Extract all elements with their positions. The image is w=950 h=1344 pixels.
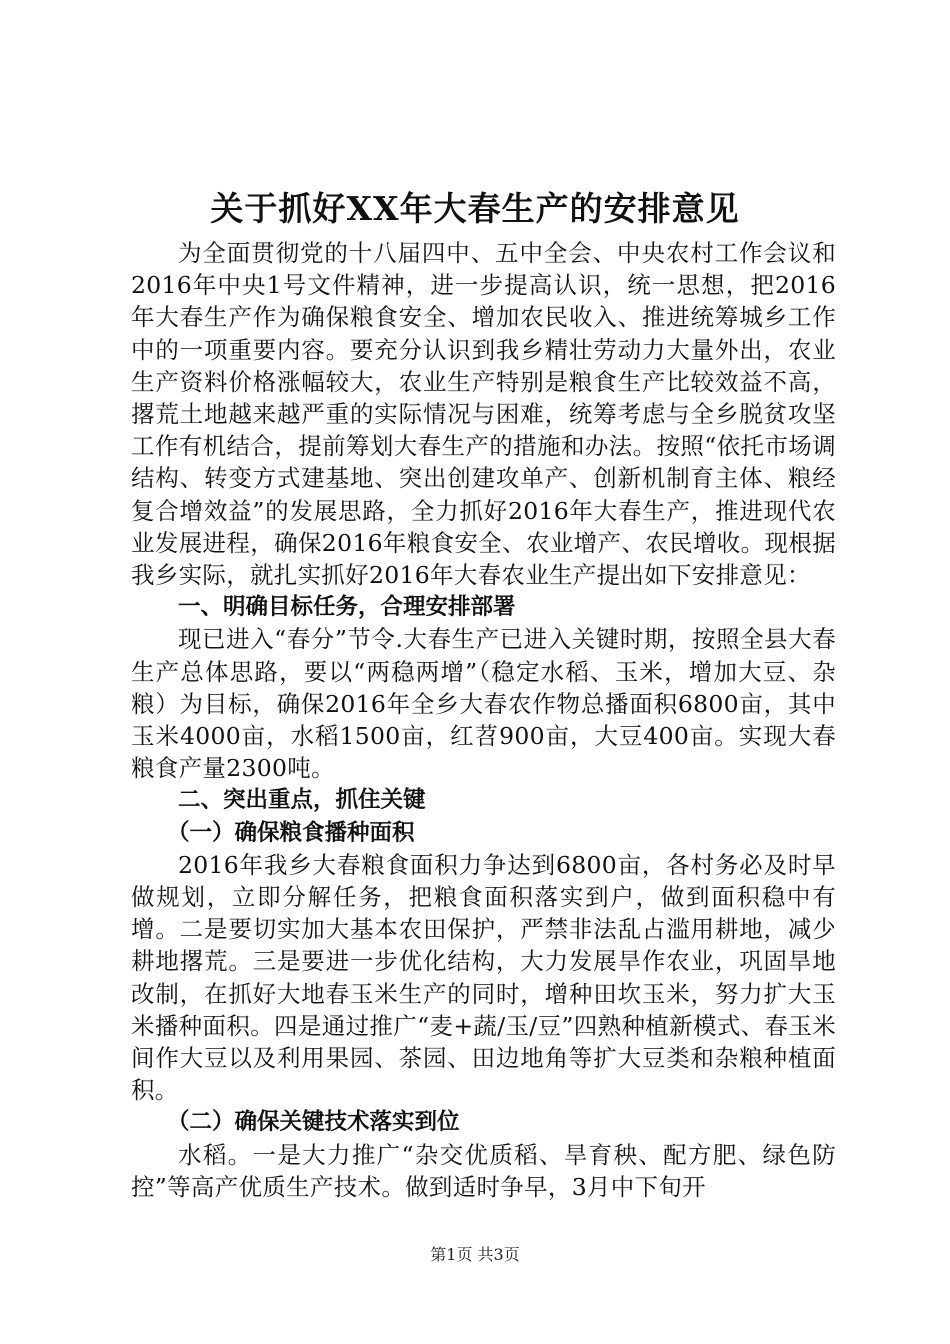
section-1-paragraph: 现已进入“春分”节令.大春生产已进入关键时期，按照全县大春生产总体思路，要以“两稳两增”（稳定水稻、玉米，增加大豆、杂粮）为目标，确保2016年全乡大春农作物总播面积6800亩，其中玉米4000亩，水稻1500亩，红苕900亩，大豆400亩。实现大春粮食产量2300吨。 [131,625,836,783]
subsection-1-paragraph: 2016年我乡大春粮食面积力争达到6800亩，各村务必及时早做规划，立即分解任务，把粮食面积落实到户，做到面积稳中有增。二是要切实加大基本农田保护，严禁非法乱占滥用耕地，减少耕地撂荒。三是要进一步优化结构，大力发展旱作农业，巩固旱地改制，在抓好大地春玉米生产的同时，增种田坎玉米，努力扩大玉米播种面积。四是通过推广“麦+蔬/玉/豆”四熟种植新模式、春玉米间作大豆以及利用果园、茶园、田边地角等扩大豆类和杂粮种植面积。 [131,850,836,1105]
page-number-footer: 第1页 共3页 [430,1245,520,1264]
subsection-heading-1: （一）确保粮食播种面积 [167,819,415,846]
subsection-heading-2: （二）确保关键技术落实到位 [167,1109,460,1136]
subsection-2-paragraph: 水稻。一是大力推广“杂交优质稻、旱育秧、配方肥、绿色防控”等高产优质生产技术。做到适时争早，3月中下旬开 [131,1140,836,1201]
section-heading-2: 二、突出重点，抓住关键 [178,787,426,814]
section-heading-1: 一、明确目标任务，合理安排部署 [178,594,516,621]
document-title: 关于抓好XX年大春生产的安排意见 [210,189,740,228]
intro-paragraph: 为全面贯彻党的十八届四中、五中全会、中央农村工作会议和2016年中央1号文件精神，进一步提高认识，统一思想，把2016年大春生产作为确保粮食安全、增加农民收入、推进统筹城乡工作中的一项重要内容。要充分认识到我乡精壮劳动力大量外出，农业生产资料价格涨幅较大，农业生产特别是粮食生产比较效益不高，撂荒土地越来越严重的实际情况与困难，统筹考虑与全乡脱贫攻坚工作有机结合，提前筹划大春生产的措施和办法。按照“依托市场调结构、转变方式建基地、突出创建攻单产、创新机制育主体、粮经复合增效益”的发展思路，全力抓好2016年大春生产，推进现代农业发展进程，确保2016年粮食安全、农业增产、农民增收。现根据我乡实际，就扎实抓好2016年大春农业生产提出如下安排意见： [131,239,836,590]
document-body [131,237,836,1203]
